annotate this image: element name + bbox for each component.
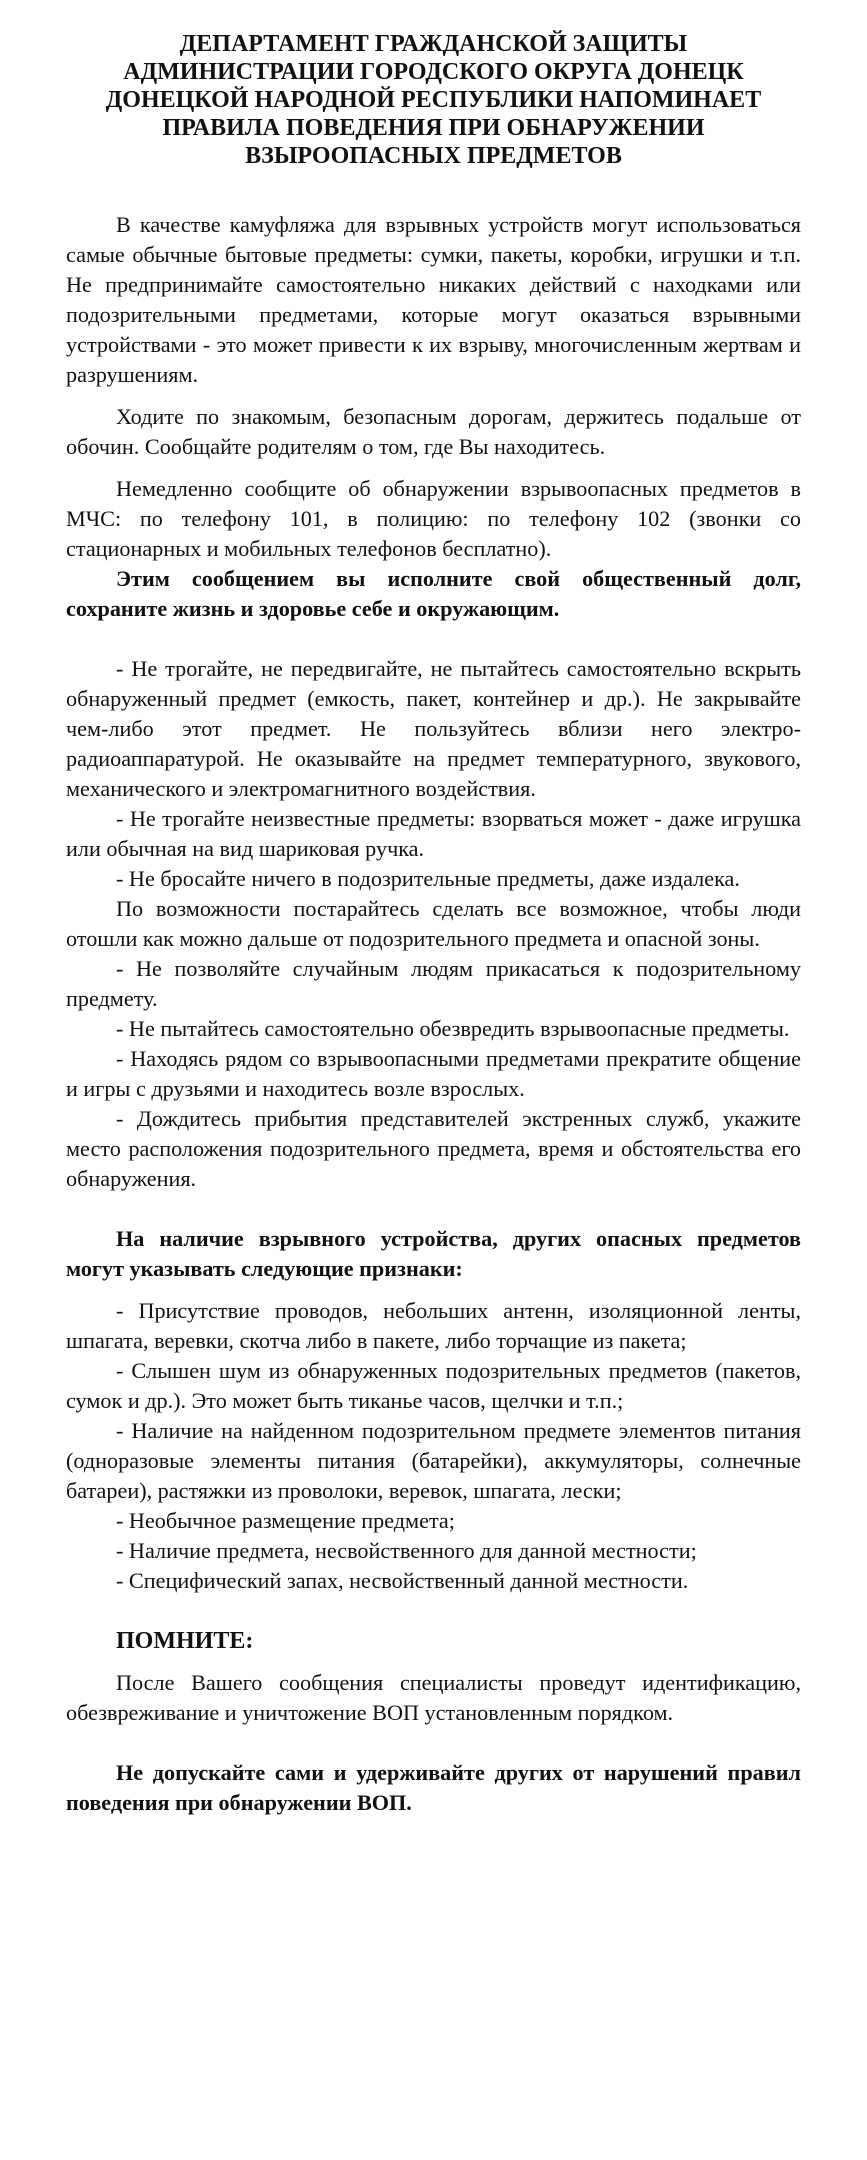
remember-text: После Вашего сообщения специалисты проведут идентификацию, обезвреживание и уничтожение ВОП установленным порядком. [66, 1670, 801, 1725]
intro-paragraph-civic-duty: Этим сообщением вы исполните свой общественный долг, сохраните жизнь и здоровье себе и окружающим. [66, 566, 801, 621]
intro-paragraph-report-phones: Немедленно сообщите об обнаружении взрывоопасных предметов в МЧС: по телефону 101, в полицию: по телефону 102 (звонки со стационарных и мобильных телефонов бесплатно). [66, 476, 801, 561]
rule-item: - Не позволяйте случайным людям прикасаться к подозрительному предмету. [66, 956, 801, 1011]
remember-heading: ПОМНИТЕ: [116, 1628, 254, 1654]
sign-item: - Наличие предмета, несвойственного для данной местности; [116, 1538, 697, 1563]
rule-item: - Не бросайте ничего в подозрительные предметы, даже издалека. [116, 866, 740, 891]
rule-item: По возможности постарайтесь сделать все возможное, чтобы люди отошли как можно дальше от подозрительного предмета и опасной зоны. [66, 896, 801, 951]
intro-paragraph-camouflage: В качестве камуфляжа для взрывных устройств могут использоваться самые обычные бытовые предметы: сумки, пакеты, коробки, игрушки и т.п. Не предпринимайте самостоятельно никаких действий с находками или подозрительными предметами, которые могут оказаться взрывными устройствами - это может привести к их взрыву, многочисленным жертвам и разрушениям. [66, 212, 801, 387]
sign-item: - Специфический запах, несвойственный данной местности. [116, 1568, 689, 1593]
rule-item: - Не пытайтесь самостоятельно обезвредить взрывоопасные предметы. [116, 1016, 790, 1041]
intro-paragraph-safe-roads: Ходите по знакомым, безопасным дорогам, держитесь подальше от обочин. Сообщайте родителям о том, где Вы находитесь. [66, 404, 801, 459]
rules-list [66, 654, 801, 1194]
title-line: ДОНЕЦКОЙ НАРОДНОЙ РЕСПУБЛИКИ НАПОМИНАЕТ [105, 87, 762, 113]
document-title [66, 30, 801, 170]
sign-item: - Слышен шум из обнаруженных подозрительных предметов (пакетов, сумок и др.). Это может быть тиканье часов, щелчки и т.п.; [66, 1358, 801, 1413]
final-warning: Не допускайте сами и удерживайте других от нарушений правил поведения при обнаружении ВОП. [66, 1760, 801, 1815]
title-line: АДМИНИСТРАЦИИ ГОРОДСКОГО ОКРУГА ДОНЕЦК [123, 59, 744, 85]
title-line: ВЗЫРООПАСНЫХ ПРЕДМЕТОВ [245, 143, 622, 169]
rule-item: - Не трогайте, не передвигайте, не пытайтесь самостоятельно вскрыть обнаруженный предмет (емкость, пакет, контейнер и др.). Не закрывайте чем-либо этот предмет. Не пользуйтесь вблизи него электро-радиоаппаратурой. Не оказывайте на предмет температурного, звукового, механического и электромагнитного воздействия. [66, 656, 801, 801]
document-page [66, 30, 801, 1818]
sign-item: - Присутствие проводов, небольших антенн, изоляционной ленты, шпагата, веревки, скотча либо в пакете, либо торчащие из пакета; [66, 1298, 801, 1353]
rule-item: - Находясь рядом со взрывоопасными предметами прекратите общение и игры с друзьями и находитесь возле взрослых. [66, 1046, 801, 1101]
title-line: ДЕПАРТАМЕНТ ГРАЖДАНСКОЙ ЗАЩИТЫ [179, 31, 688, 57]
sign-item: - Наличие на найденном подозрительном предмете элементов питания (одноразовые элементы питания (батарейки), аккумуляторы, солнечные батареи), растяжки из проволоки, веревок, шпагата, лески; [66, 1418, 801, 1503]
sign-item: - Необычное размещение предмета; [116, 1508, 455, 1533]
rule-item: - Дождитесь прибытия представителей экстренных служб, укажите место расположения подозрительного предмета, время и обстоятельства его обнаружения. [66, 1106, 801, 1191]
title-line: ПРАВИЛА ПОВЕДЕНИЯ ПРИ ОБНАРУЖЕНИИ [162, 115, 705, 141]
signs-list [66, 1296, 801, 1596]
rule-item: - Не трогайте неизвестные предметы: взорваться может - даже игрушка или обычная на вид шариковая ручка. [66, 806, 801, 861]
signs-heading: На наличие взрывного устройства, других опасных предметов могут указывать следующие признаки: [66, 1226, 801, 1281]
